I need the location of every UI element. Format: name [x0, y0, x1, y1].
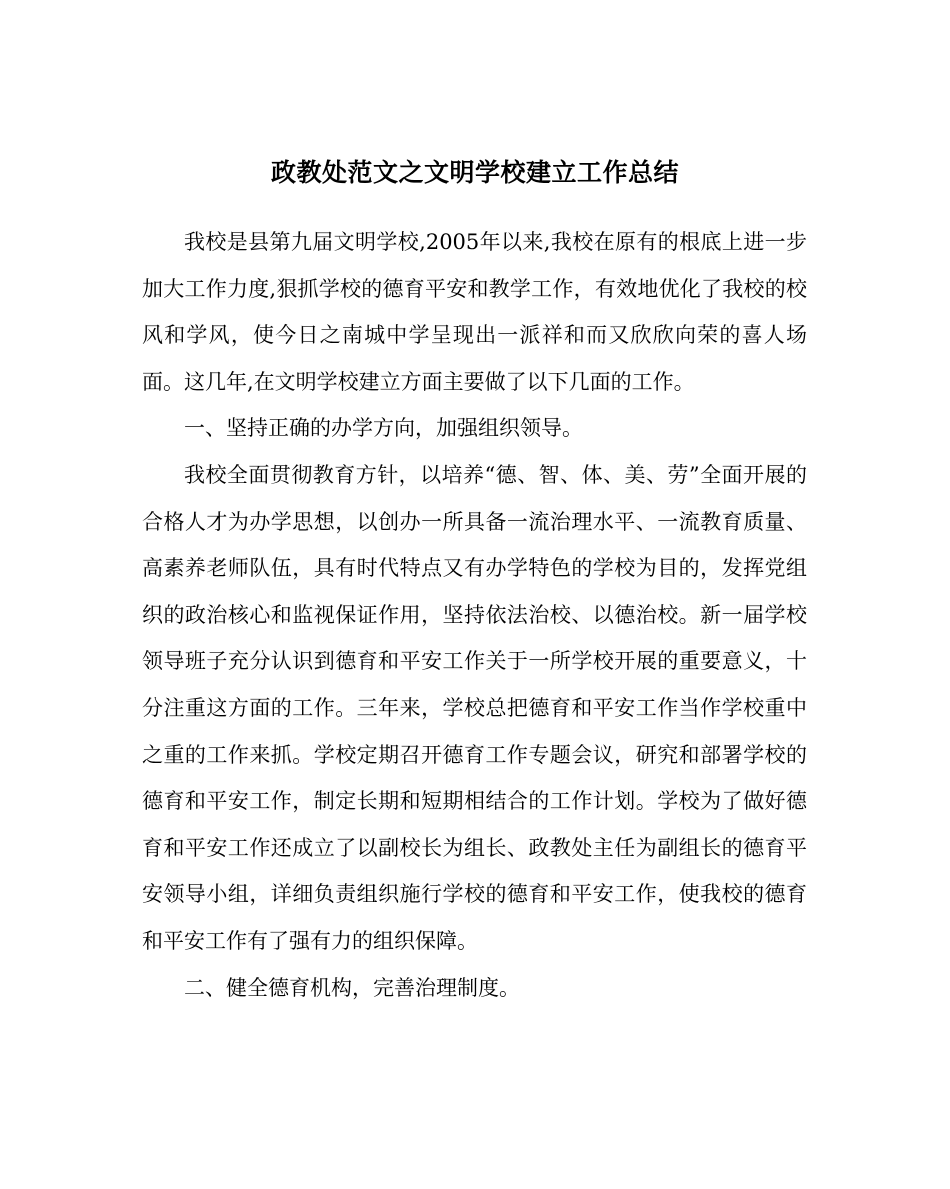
document-body	[142, 219, 807, 1011]
section-heading-2: 二、健全德育机构，完善治理制度。	[184, 975, 520, 1000]
paragraph-section-1: 我校全面贯彻教育方针，以培养“德、智、体、美、劳”全面开展的合格人才为办学思想，以创办一所具备一流治理水平、一流教育质量、高素养老师队伍，具有时代特点又有办学特色的学校为目的，发挥党组织的政治核心和监视保证作用，坚持依法治校、以德治校。新一届学校领导班子充分认识到德育和平安工作关于一所学校开展的重要意义，十分注重这方面的工作。三年来，学校总把德育和平安工作当作学校重中之重的工作来抓。学校定期召开德育工作专题会议，研究和部署学校的德育和平安工作，制定长期和短期相结合的工作计划。学校为了做好德育和平安工作还成立了以副校长为组长、政教处主任为副组长的德育平安领导小组，详细负责组织施行学校的德育和平安工作，使我校的德育和平安工作有了强有力的组织保障。	[142, 462, 807, 953]
document-title: 政教处范文之文明学校建立工作总结	[270, 157, 679, 187]
section-heading-1: 一、坚持正确的办学方向，加强组织领导。	[184, 416, 583, 441]
paragraph-intro: 我校是县第九届文明学校,2005年以来,我校在原有的根底上进一步加大工作力度,狠抓学校的德育平安和教学工作，有效地优化了我校的校风和学风，使今日之南城中学呈现出一派祥和而又欣欣向荣的喜人场面。这几年,在文明学校建立方面主要做了以下几面的工作。	[142, 230, 807, 394]
